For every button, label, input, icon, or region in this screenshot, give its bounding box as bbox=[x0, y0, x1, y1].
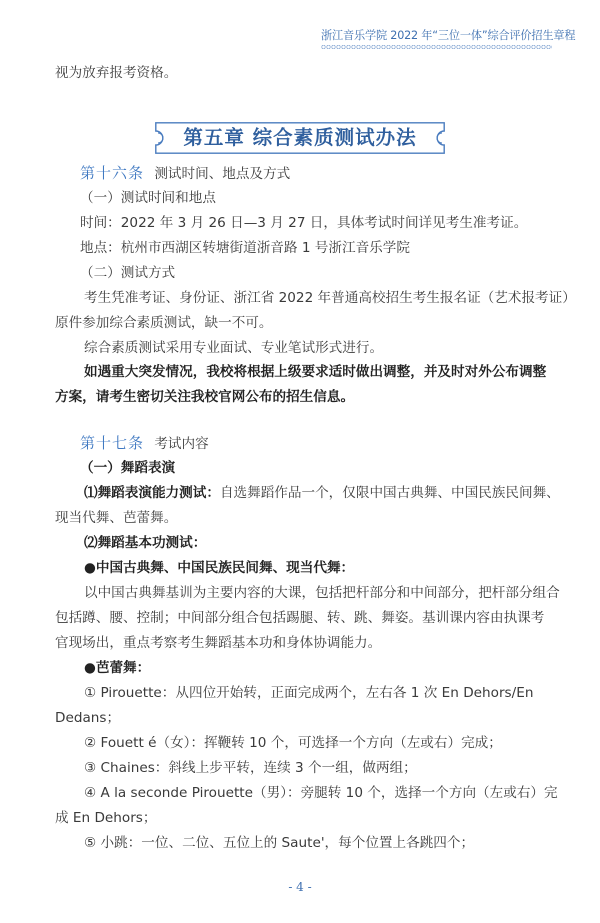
article-16-method-line1: 考生凭准考证、身份证、浙江省 2022 年普通高校招生考生报名证（艺术报考证） bbox=[84, 290, 576, 306]
article-16-label: 第十六条 bbox=[80, 164, 145, 182]
article-16-place: 地点：杭州市西湖区转塘街道浙音路 1 号浙江音乐学院 bbox=[80, 240, 410, 256]
bullet-ballet: ●芭蕾舞： bbox=[84, 660, 151, 676]
ballet-item-1-cont: Dedans； bbox=[55, 710, 121, 726]
ballet-item-4-cont: 成 En Dehors； bbox=[55, 810, 157, 826]
article-17-heading bbox=[80, 433, 209, 454]
article-16-sub1: （一）测试时间和地点 bbox=[80, 190, 216, 206]
bullet-chinese-dance-line3: 官现场出，重点考察考生舞蹈基本功和身体协调能力。 bbox=[55, 635, 382, 651]
chapter-title-box bbox=[155, 122, 445, 154]
article-16-time: 时间：2022 年 3 月 26 日—3 月 27 日，具体考试时间详见考生准考证。 bbox=[80, 215, 528, 231]
article-16-notice-line2: 方案，请考生密切关注我校官网公布的招生信息。 bbox=[55, 389, 355, 405]
article-16-method-line2: 原件参加综合素质测试，缺一不可。 bbox=[55, 315, 273, 331]
item1-label: ⑴舞蹈表演能力测试： bbox=[84, 485, 220, 501]
article-16-notice-line1: 如遇重大突发情况，我校将根据上级要求适时做出调整，并及时对外公布调整 bbox=[84, 364, 547, 380]
ballet-item-3: ③ Chaines：斜线上步平转，连续 3 个一组，做两组； bbox=[84, 760, 417, 776]
running-header-title: 浙江音乐学院 2022 年“三位一体”综合评价招生章程 bbox=[321, 29, 576, 42]
article-17-label: 第十七条 bbox=[80, 434, 145, 452]
article-17-title: 考试内容 bbox=[154, 436, 209, 452]
article-16-title: 测试时间、地点及方式 bbox=[154, 166, 291, 182]
header-decorative-chain bbox=[321, 44, 552, 50]
ballet-item-5: ⑤ 小跳：一位、二位、五位上的 Saute'，每个位置上各跳四个； bbox=[84, 835, 475, 851]
page-number: - 4 - bbox=[288, 880, 312, 894]
ballet-item-2: ② Fouett é（女）：挥鞭转 10 个，可选择一个方向（左或右）完成； bbox=[84, 735, 502, 751]
article-16-heading bbox=[80, 163, 290, 184]
ballet-item-1: ① Pirouette：从四位开始转，正面完成两个，左右各 1 次 En Dehors/En bbox=[84, 685, 534, 701]
ballet-item-4: ④ A la seconde Pirouette（男）：旁腿转 10 个，选择一个方向（左或右）完 bbox=[84, 785, 558, 801]
article-17-item1-line2: 现当代舞、芭蕾舞。 bbox=[55, 510, 178, 526]
chapter-title: 第五章 综合素质测试办法 bbox=[183, 126, 417, 149]
bullet-chinese-dance-line1: 以中国古典舞基训为主要内容的大课，包括把杆部分和中间部分，把杆部分组合 bbox=[84, 585, 560, 601]
carryover-text: 视为放弃报考资格。 bbox=[55, 65, 178, 81]
article-17-item2: ⑵舞蹈基本功测试： bbox=[84, 535, 207, 551]
article-17-sub1: （一）舞蹈表演 bbox=[80, 460, 176, 476]
bullet-chinese-dance-line2: 包括蹲、腰、控制；中间部分组合包括踢腿、转、跳、舞姿。基训课内容由执课考 bbox=[55, 610, 545, 626]
article-16-method-p2: 综合素质测试采用专业面试、专业笔试形式进行。 bbox=[84, 340, 384, 356]
item1-text: 自选舞蹈作品一个，仅限中国古典舞、中国民族民间舞、 bbox=[219, 485, 560, 501]
bullet-chinese-dance: ●中国古典舞、中国民族民间舞、现当代舞： bbox=[84, 560, 355, 576]
article-17-item1 bbox=[84, 483, 560, 503]
article-16-sub2: （二）测试方式 bbox=[80, 265, 176, 281]
